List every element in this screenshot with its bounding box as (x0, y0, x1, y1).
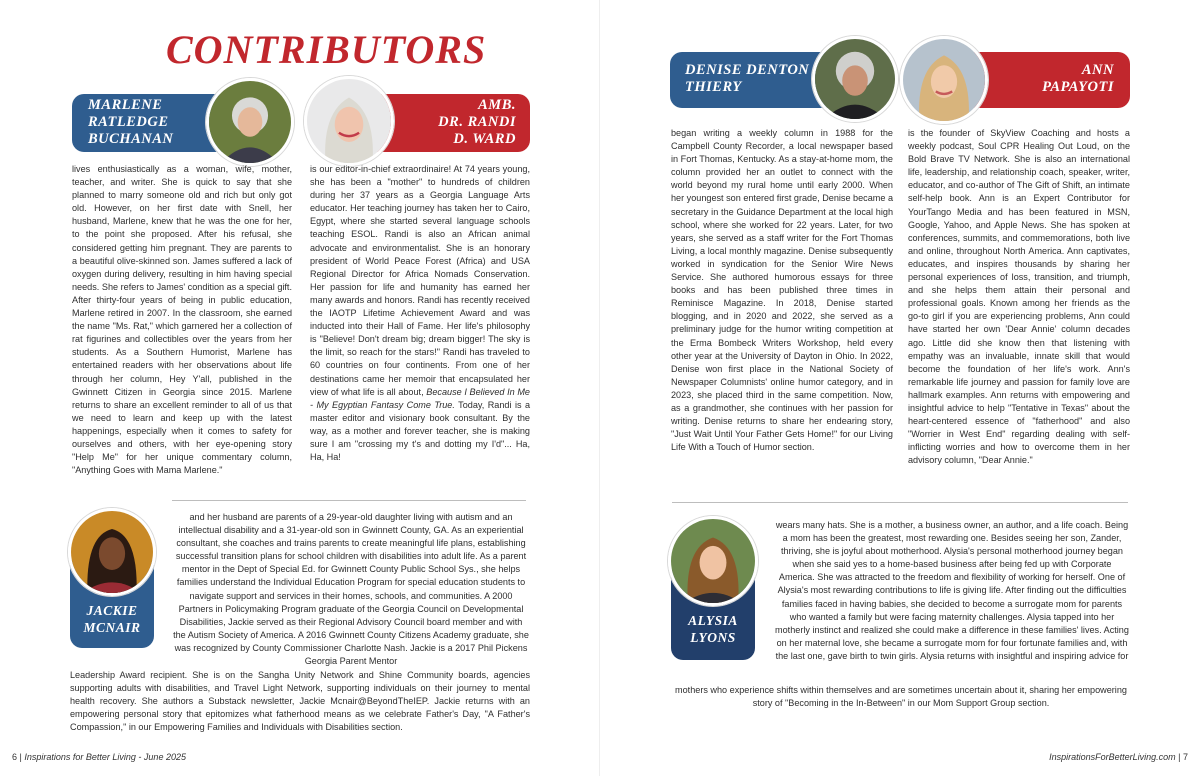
footer-right (1049, 752, 1188, 762)
name-line: AMB. (478, 97, 516, 113)
photo-jackie (68, 508, 156, 596)
name-line: ALYSIA (688, 613, 738, 628)
bio-ann: is the founder of SkyView Coaching and hosts a weekly podcast, Soul CPR Healing Out Loud, on the Bold Brave TV Network. She is also an international life, leadership, and relationship coach, speaker, writer, educator, and co-author of The Gift of Shift, an intimate self-help book. Ann is an Expert Contributor for YourTango Media and has been featured in MSN, Google, Yahoo, and Apple News. She has spoken at conferences, summits, and commemorations, both live and online, throughout North America. Ann captivates, educates, and inspires thousands by sharing her personal experiences of loss, transition, and triumph, and she helps them attain their personal and professional goals. Known among her friends as the go-to girl if you are experiencing problems, Ann could have started her own 'Dear Annie' column decades ago. Little did she know then that listening with empathy was an invaluable, innate skill that would become the foundation of her life's work. Ann's remarkable life journey and passion for family love are hallmark examples. Ann returns with empowering and insightful advice to help "Tentative in Texas" about the heart-centered essence of "fatherhood" and also "Worrier in West End" regarding dealing with self-inflicting worries and how to overcome them in her advisory column, "Dear Annie." (908, 128, 1130, 466)
section-divider-left (172, 500, 526, 501)
footer-website: InspirationsForBetterLiving.com (1049, 752, 1176, 762)
page-title: CONTRIBUTORS (166, 27, 487, 72)
bio-randi-start: is our editor-in-chief extraordinaire! At 74 years young, she has been a "mother" to hundreds of children during her 37 years as a Georgia Language Arts educator. Her teaching journey has taken her to Cairo, Egypt, where she started several language schools teaching ESOL. Randi is also an African animal advocate and environmentalist. She is an honorary president of World Peace Forest (Africa) and USA Regional Director for Africa Nomads Conservation. Her passion for life and humanity has earned her many awards and honors. Randi has recently received the IAOTP Lifetime Achievement Award and was inducted into their Hall of Fame. Her life's philosophy is "Believe! Don't dream big; dream bigger! The sky is the limit, so reach for the stars!" Randi has traveled to 60 countries on four continents. From one of her destinations came her memoir that encapsulated her view of what life is all about, (310, 164, 530, 397)
name-line: DENISE DENTON (685, 62, 810, 78)
bio-randi (310, 163, 530, 464)
bio-alysia-side: wears many hats. She is a mother, a business owner, an author, and a life coach. Being a mom has been the greatest, most rewarding one. Besides seeing her son, Zander, thriving, she is joyful about motherhood. Alysia's personal motherhood journey began when she said yes to a home-based business after being fed up with Corporate America. She was attracted to the freedom and flexibility of working for herself. One of Alysia's most rewarding contributions to life is giving life. After finding out the difficulties families faced in having babies, she decided to become a surrogate mom for parents who wanted a family but were facing maternity challenges. Alysia tapped into her motherly instinct and realized she could make a difference in these families' lives. Acting on her maternal love, she became a surrogate mom for four fortunate families and, with the last one, gave birth to twin girls. Alysia returns with insightful and inspiring advice for (775, 520, 1129, 661)
name-banner-marlene (72, 94, 228, 152)
bio-randi-end: Today, Randi is a master editor and visionary book consultant. By the way, as a mother and forever teacher, she is making sure I am "crossing my t's and dotting my I'd"... Ha, Ha, Ha! (310, 399, 531, 463)
photo-denise (812, 36, 898, 122)
bio-denise: began writing a weekly column in 1988 for the Campbell County Recorder, a local newspaper based in Fort Thomas, Kentucky. As a stay-at-home mom, the column provided her an outlet to connect with the world beyond my rural home until early 2000. When her youngest son entered first grade, Denise became a secretary in the Guidance Department at the local high school, where she worked for 22 years. Later, for two years, she served as a staff writer for the Fort Thomas Living, a local monthly magazine. Denise subsequently worked in syndication for the Senior Wire News Service. She authored humorous essays for three books and has been published three times in Reminisce Magazine. In 2018, Denise started blogging, and in 2020 and 2022, she served as a preliminary judge for the humor writing competition at the Erma Bombeck Writers Workshop, held every other year at the University of Dayton in Ohio. In 2022, Denise won first place in the National Society of Newspaper Columnists' online humor category, and in 2023, she placed third in the same competition. Now, as a grandmother, she continues with her passion for writing. Denise returns to share her endearing story, "Just Wait Until Your Father Gets Home!" for our Living Life With a Touch of Humor section. (671, 128, 893, 453)
section-divider-right (672, 502, 1128, 503)
name-line: JACKIE (86, 603, 138, 618)
name-line: PAPAYOTI (1042, 79, 1114, 95)
page-number-right: 7 (1182, 752, 1188, 762)
name-line: MARLENE (88, 97, 163, 113)
name-line: MCNAIR (83, 620, 141, 635)
bio-jackie-full: Leadership Award recipient. She is on the Sangha Unity Network and Shine Community boards, agencies supporting adults with disabilities, and Travel Light Network, supporting individuals on their journey to mental health recovery. She authors a Substack newsletter, Jackie Mcnair@BeyondTheIEP. Jackie returns with an empowering personal story that epitomizes what fatherhood means as we celebrate Father's Day, "A Father's Compassion," in our Empowering Families and Individuals with Disabilities section. (70, 670, 530, 733)
photo-randi (304, 76, 394, 166)
page-number-left: 6 (12, 752, 18, 762)
name-line: LYONS (690, 630, 736, 645)
name-line: D. WARD (453, 131, 516, 147)
footer-publication: Inspirations for Better Living - June 2025 (24, 752, 186, 762)
name-line: RATLEDGE (88, 114, 169, 130)
name-line: BUCHANAN (88, 131, 174, 147)
bio-jackie-side: and her husband are parents of a 29-year-old daughter living with autism and an intellectual disability and a 31-year-old son in Gwinnett County, GA. As an experiential consultant, she coaches and trains parents to create meaningful life plans, establishing successful transition plans for school children with disabilities into adult life. As a parent mentor in the Dept of Special Ed. for Gwinnett County Public School Sys., she helps families understand the Individual Education Program for special education students to navigate support and services in their homes, schools, and communities. A 2000 Partners in Policymaking Program graduate of the Georgia Council on Developmental Disabilities, Jackie served as their Regional Advisory Council board member and with the Autism Society of America. A 2016 Gwinnett County Citizens Academy graduate, she was recognized by County Commissioner Charlotte Nash. Jackie is a 2017 Phil Pickens Georgia Parent Mentor (173, 512, 529, 667)
footer-left (12, 752, 186, 762)
photo-marlene (206, 78, 294, 166)
book-title: Because I Believed In Me - My Egyptian Fantasy Come True. (310, 386, 530, 410)
footer-separator: | (19, 752, 25, 762)
name-line: DR. RANDI (438, 114, 516, 130)
photo-ann (900, 36, 988, 124)
photo-alysia (668, 516, 758, 606)
bio-marlene: lives enthusiastically as a woman, wife, mother, teacher, and writer. She is quick to say that she planned to marry someone old and rich but only got old. However, on her first date with Snell, her husband, Marlene, knew that he was the one for her, to the point she proposed. After his refusal, she considered getting him pregnant. They are parents to a beautiful olive-skinned son. James suffered a lack of oxygen during delivery, resulting in him having special needs. She refers to James' condition as a special gift. After thirty-four years of being in public education, Marlene retired in 2007. In the classroom, she earned the name "Ms. Rat," which garnered her a collection of rat figurines and collectibles over the years from her students. As a Southern Humorist, Marlene has entertained readers with her observations about life through her column, Hey Y'all, published in the Gwinnett Citizen in Georgia since 2015. Marlene returns to share an excellent reminder to all of us that we need to learn and keep up with the latest happenings, especially when it comes to safety for ourselves and others, with her eye-opening story "Help Me" for her unique commentary column, "Anything Goes with Mama Marlene." (72, 164, 292, 476)
bio-alysia-full: mothers who experience shifts within themselves and are sometimes uncertain about it, sharing her empowering story of "Becoming in the In-Between" in our Mom Support Group section. (675, 685, 1127, 709)
page-gutter (599, 0, 600, 776)
footer-separator: | (1178, 752, 1183, 762)
name-line: THIERY (685, 79, 742, 95)
name-line: ANN (1081, 62, 1114, 78)
